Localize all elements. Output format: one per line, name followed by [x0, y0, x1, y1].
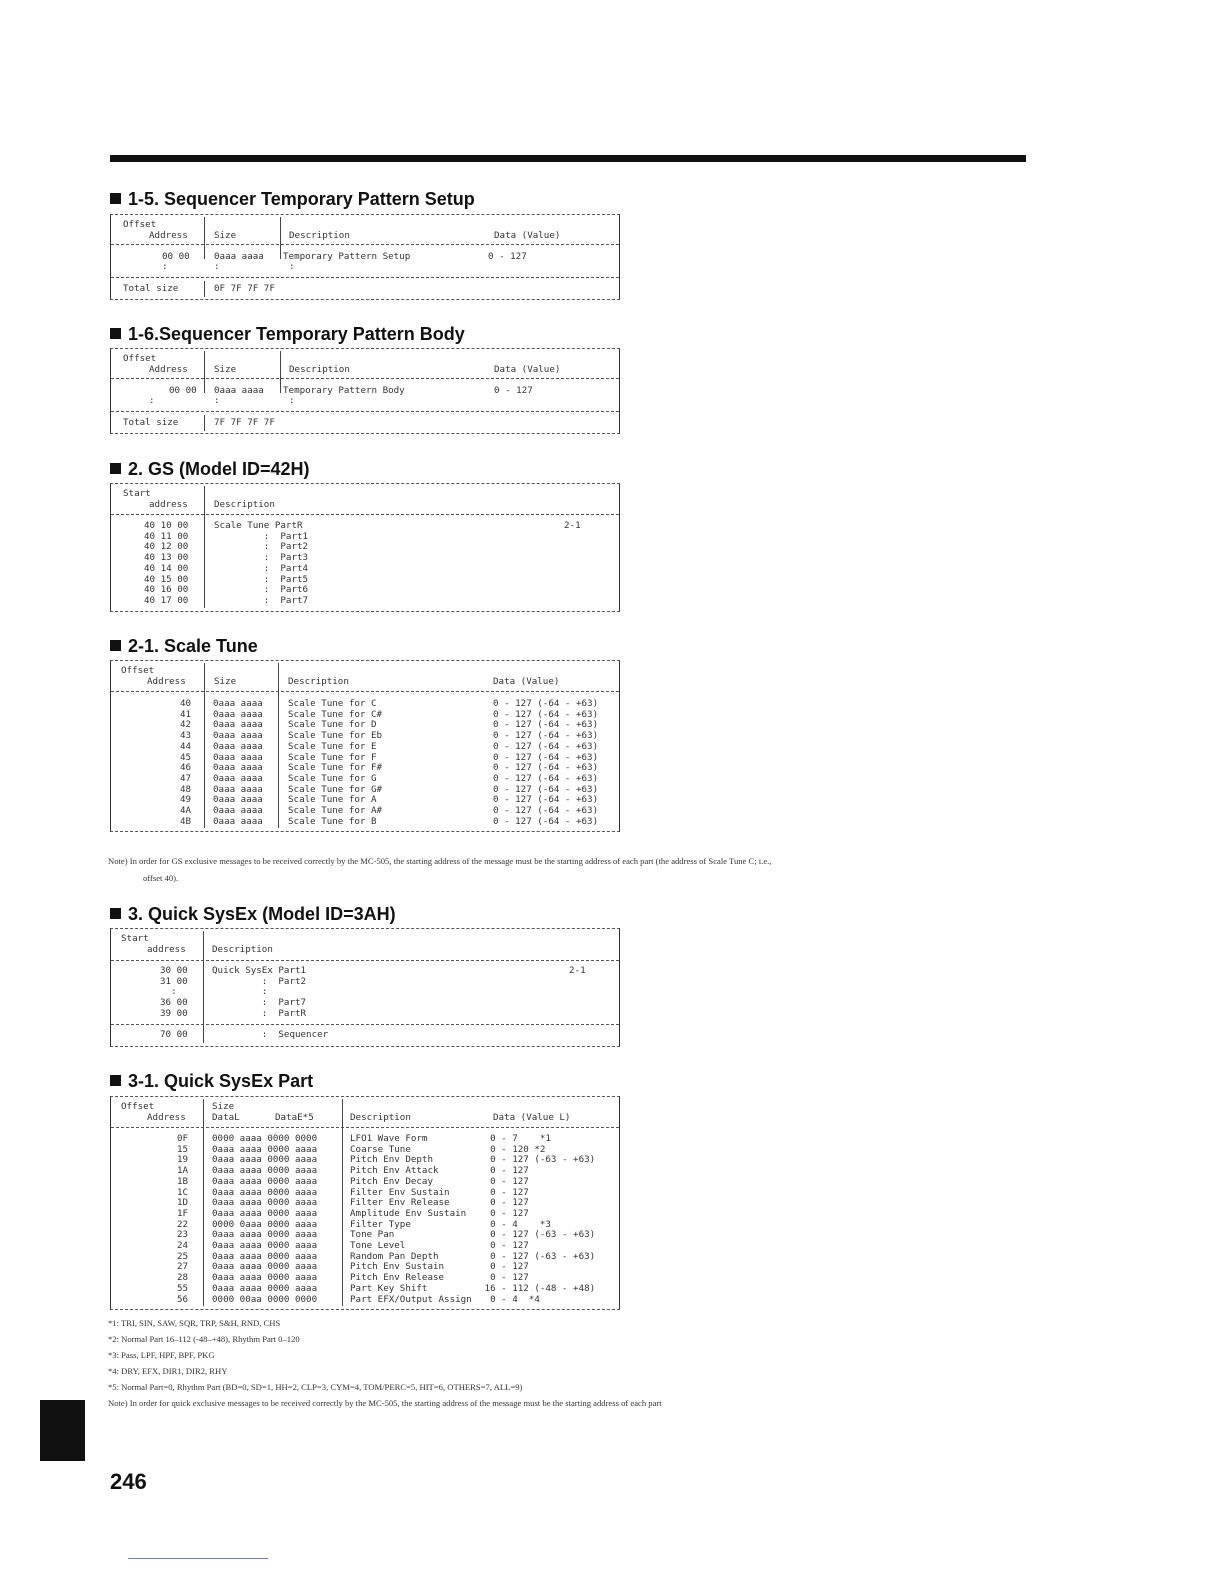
section-title-2-1-text: 2-1. Scale Tune	[128, 636, 258, 656]
section-title-2-text: 2. GS (Model ID=42H)	[128, 459, 310, 479]
footnote-5: *5: Normal Part=0, Rhythm Part (BD=0, SD=1, HH=2, CLP=3, CYM=4, TOM/PERC=5, HIT=6, OTHERS=7, ALL=9)	[108, 1382, 523, 1392]
continuation: :	[162, 261, 168, 272]
table-1-5	[110, 214, 620, 300]
header-description: Description	[212, 944, 273, 955]
description-column: LFO1 Wave Form Coarse Tune Pitch Env Depth Pitch Env Attack Pitch Env Decay Filter Env Sustain Filter Env Release Amplitude Env Sustain Filter Type Tone Pan Tone Level Random Pan Depth Pitch Env Sustain Pitch Env Release Part Key Shift Part EFX/Output Assign	[350, 1133, 472, 1305]
table-1-6	[110, 348, 620, 434]
sequencer-description: : Sequencer	[212, 1029, 329, 1040]
continuation: :	[289, 395, 295, 406]
section-title-1-6	[110, 324, 465, 345]
section-title-2	[110, 459, 310, 480]
header-size: Size	[214, 364, 237, 375]
section-reference: 2-1	[569, 965, 586, 976]
header-offset: Offset	[121, 665, 155, 676]
size-column: 0000 aaaa 0000 0000 0aaa aaaa 0000 aaaa 0aaa aaaa 0000 aaaa 0aaa aaaa 0000 aaaa 0aaa aaaa 0000 aaaa 0aaa aaaa 0000 aaaa 0aaa aaaa 0000 aaaa 0aaa aaaa 0000 aaaa 0000 0aaa 0000 aaaa 0aaa aaaa 0000 aaaa 0aaa aaaa 0000 aaaa 0aaa aaaa 0000 aaaa 0aaa aaaa 0000 aaaa 0aaa aaaa 0000 aaaa 0aaa aaaa 0000 aaaa 0000 00aa 0000 0000	[212, 1133, 318, 1305]
note-quick-sysex: Note) In order for quick exclusive messages to be received correctly by the MC-505, the starting address of the message must be the starting address of each part	[108, 1398, 662, 1408]
header-offset: Offset	[121, 1101, 155, 1112]
bullet-square-icon	[110, 463, 121, 474]
section-reference: 2-1	[564, 520, 581, 531]
total-size-label: Total size	[123, 417, 179, 428]
top-rule	[110, 155, 1026, 162]
total-size-label: Total size	[123, 283, 179, 294]
header-address: address	[149, 499, 188, 510]
header-address: Address	[149, 364, 188, 375]
header-description: Description	[288, 676, 349, 687]
header-size: Size	[214, 676, 237, 687]
header-address: Address	[147, 1112, 186, 1123]
header-data: Data (Value)	[494, 230, 561, 241]
row-size: 0aaa aaaa	[214, 385, 264, 396]
address-column: 30 00 31 00 : 36 00 39 00	[160, 965, 188, 1019]
header-data-l: DataL	[212, 1112, 240, 1123]
row-address: 00 00	[162, 251, 190, 262]
section-title-1-5-text: 1-5. Sequencer Temporary Pattern Setup	[128, 189, 475, 209]
data-column: 0 - 7 *1 0 - 120 *2 0 - 127 (-63 - +63) 0 - 127 0 - 127 0 - 127 0 - 127 0 - 127 0 - 4 *3 0 - 127 (-63 - +63) 0 - 127 0 - 127 (-63 - +63) 0 - 127 0 - 127 16 - 112 (-48 - +48) 0 - 4 *4	[484, 1133, 596, 1305]
row-size: 0aaa aaaa	[214, 251, 264, 262]
header-address: Address	[147, 676, 186, 687]
description-column: Quick SysEx Part1 : Part2 : : Part7 : PartR	[212, 965, 307, 1019]
section-title-1-6-text: 1-6.Sequencer Temporary Pattern Body	[128, 324, 465, 344]
row-data: 0 - 127	[494, 385, 533, 396]
row-description: Temporary Pattern Body	[283, 385, 405, 396]
note-gs-line2: offset 40).	[143, 873, 179, 883]
header-size: Size	[214, 230, 237, 241]
footnote-1: *1: TRI, SIN, SAW, SQR, TRP, S&H, RND, CHS	[108, 1318, 281, 1328]
table-2-1	[110, 660, 620, 832]
bullet-square-icon	[110, 908, 121, 919]
section-title-3-1	[110, 1071, 313, 1092]
bullet-square-icon	[110, 193, 121, 204]
row-description: Temporary Pattern Setup	[283, 251, 411, 262]
bullet-square-icon	[110, 1075, 121, 1086]
section-title-1-5	[110, 189, 475, 210]
table-3	[110, 928, 620, 1047]
note-gs-line1: Note) In order for GS exclusive messages to be received correctly by the MC-505, the starting address of the message must be the starting address of each part (the address of Scale Tune C; i.e.,	[108, 856, 772, 866]
header-data: Data (Value)	[494, 364, 561, 375]
header-offset: Offset	[123, 219, 157, 230]
continuation: :	[214, 261, 220, 272]
page-number: 246	[110, 1469, 147, 1494]
header-description: Description	[214, 499, 275, 510]
footnote-3: *3: Pass, LPF, HPF, BPF, PKG	[108, 1350, 215, 1360]
table-3-1	[110, 1096, 620, 1310]
header-address: address	[147, 944, 186, 955]
total-size-value: 0F 7F 7F 7F	[214, 283, 275, 294]
page-edge-tab	[40, 1400, 85, 1461]
description-column: Scale Tune for C Scale Tune for C# Scale Tune for D Scale Tune for Eb Scale Tune for E Scale Tune for F Scale Tune for F# Scale Tune for G Scale Tune for G# Scale Tune for A Scale Tune for A# Scale Tune for B	[288, 698, 383, 827]
continuation: :	[289, 261, 295, 272]
row-address: 00 00	[169, 385, 197, 396]
header-description: Description	[289, 230, 350, 241]
section-title-3-text: 3. Quick SysEx (Model ID=3AH)	[128, 904, 396, 924]
header-data-e: DataE*5	[275, 1112, 314, 1123]
header-size: Size	[212, 1101, 235, 1112]
section-title-3-1-text: 3-1. Quick SysEx Part	[128, 1071, 314, 1091]
sequencer-address: 70 00	[160, 1029, 188, 1040]
row-data: 0 - 127	[488, 251, 527, 262]
table-2	[110, 483, 620, 612]
header-offset: Offset	[123, 353, 157, 364]
offset-column: 0F 15 19 1A 1B 1C 1D 1F 22 23 24 25 27 28 55 56	[177, 1133, 189, 1305]
header-data: Data (Value)	[493, 676, 560, 687]
bullet-square-icon	[110, 640, 121, 651]
offset-column: 40 41 42 43 44 45 46 47 48 49 4A 4B	[180, 698, 192, 827]
footnote-2: *2: Normal Part 16–112 (-48–+48), Rhythm Part 0–120	[108, 1334, 300, 1344]
header-description: Description	[289, 364, 350, 375]
header-start: Start	[123, 488, 151, 499]
footnote-4: *4: DRY, EFX, DIR1, DIR2, RHY	[108, 1366, 228, 1376]
total-size-value: 7F 7F 7F 7F	[214, 417, 275, 428]
description-column: Scale Tune PartR : Part1 : Part2 : Part3 : Part4 : Part5 : Part6 : Part7	[214, 520, 309, 606]
section-title-2-1	[110, 636, 258, 657]
header-address: Address	[149, 230, 188, 241]
size-column: 0aaa aaaa 0aaa aaaa 0aaa aaaa 0aaa aaaa 0aaa aaaa 0aaa aaaa 0aaa aaaa 0aaa aaaa 0aaa aaaa 0aaa aaaa 0aaa aaaa 0aaa aaaa	[213, 698, 263, 827]
continuation: :	[149, 395, 155, 406]
header-data: Data (Value L)	[493, 1112, 571, 1123]
section-title-3	[110, 904, 396, 925]
header-description: Description	[350, 1112, 411, 1123]
data-column: 0 - 127 (-64 - +63) 0 - 127 (-64 - +63) 0 - 127 (-64 - +63) 0 - 127 (-64 - +63) 0 - 127 (-64 - +63) 0 - 127 (-64 - +63) 0 - 127 (-64 - +63) 0 - 127 (-64 - +63) 0 - 127 (-64 - +63) 0 - 127 (-64 - +63) 0 - 127 (-64 - +63) 0 - 127 (-64 - +63)	[493, 698, 599, 827]
header-start: Start	[121, 933, 149, 944]
link-underline	[128, 1558, 268, 1559]
address-column: 40 10 00 40 11 00 40 12 00 40 13 00 40 14 00 40 15 00 40 16 00 40 17 00	[144, 520, 189, 606]
continuation: :	[214, 395, 220, 406]
bullet-square-icon	[110, 328, 121, 339]
